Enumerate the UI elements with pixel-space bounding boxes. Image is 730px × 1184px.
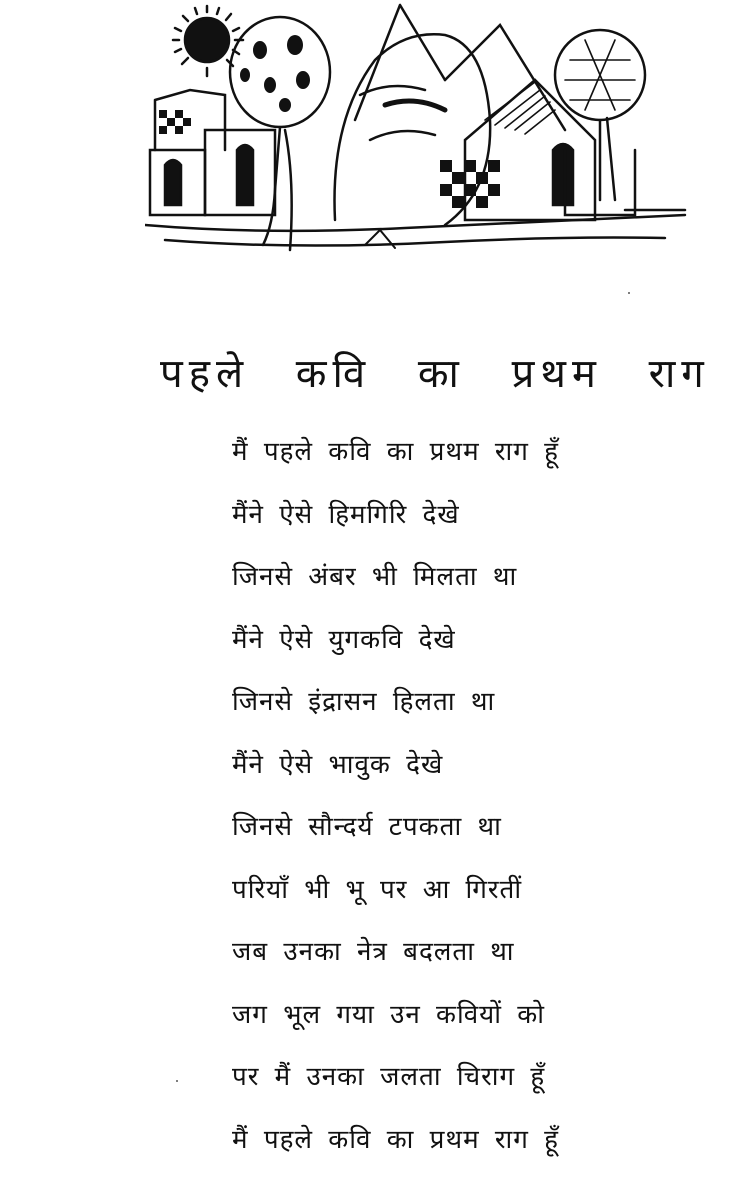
verse-line: मैंने ऐसे युगकवि देखे bbox=[232, 624, 456, 655]
verse-line: जिनसे सौन्दर्य टपकता था bbox=[232, 812, 502, 842]
scan-speck bbox=[628, 292, 630, 294]
sun-icon bbox=[173, 6, 243, 76]
verse-line: परियाँ भी भू पर आ गिरतीं bbox=[232, 874, 523, 905]
poem-title: पहले कवि का प्रथम राग bbox=[160, 351, 710, 397]
verse-line: जिनसे अंबर भी मिलता था bbox=[232, 562, 518, 592]
verse-line: मैंने ऐसे हिमगिरि देखे bbox=[232, 499, 460, 530]
verse-line: जब उनका नेत्र बदलता था bbox=[232, 937, 515, 967]
verse-line: जिनसे इंद्रासन हिलता था bbox=[232, 687, 496, 717]
scan-speck bbox=[176, 1080, 178, 1082]
poem-verses bbox=[232, 430, 559, 1180]
verse-line: मैं पहले कवि का प्रथम राग हूँ bbox=[232, 1124, 559, 1155]
verse-line: पर मैं उनका जलता चिराग हूँ bbox=[232, 1062, 546, 1092]
verse-line: जग भूल गया उन कवियों को bbox=[232, 999, 545, 1030]
verse-line: मैंने ऐसे भावुक देखे bbox=[232, 749, 444, 780]
verse-line: मैं पहले कवि का प्रथम राग हूँ bbox=[232, 437, 559, 467]
village-landscape-illustration bbox=[145, 0, 690, 262]
